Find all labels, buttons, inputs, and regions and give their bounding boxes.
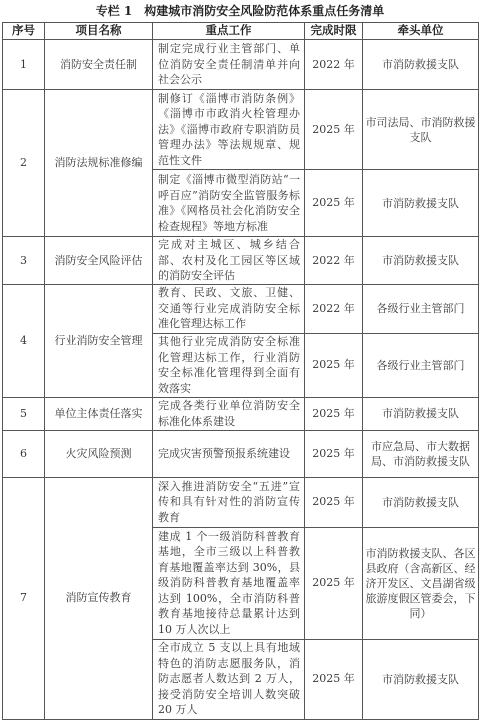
task-deadline: 2025 年 xyxy=(305,397,363,430)
task-deadline: 2025 年 xyxy=(305,527,363,639)
task-text: 制修订《淄博市消防条例》《淄博市市政消火栓管理办法》《淄博市政府专职消防员管理办法》等法规规章、规范性文件 xyxy=(153,90,305,170)
task-text: 完成对主城区、城乡结合部、农村及化工园区等区域的消防安全评估 xyxy=(153,237,305,285)
task-lead: 市消防救援支队 xyxy=(363,397,479,430)
table-row xyxy=(3,237,479,285)
row-no: 1 xyxy=(3,40,45,90)
task-lead: 市应急局、市大数据局、市消防救援支队 xyxy=(363,430,479,477)
row-name: 消防法规标准修编 xyxy=(45,90,153,237)
task-text: 制定《淄博市微型消防站“一呼百应”消防安全监管服务标准》《网格员社会化消防安全检查规程》等地方标准 xyxy=(153,170,305,237)
task-lead: 各级行业主管部门 xyxy=(363,333,479,397)
task-text: 教育、民政、文旅、卫健、交通等行业完成消防安全标准化管理达标工作 xyxy=(153,284,305,333)
table-row xyxy=(3,397,479,430)
row-no: 4 xyxy=(3,284,45,397)
task-deadline: 2025 年 xyxy=(305,333,363,397)
table-row xyxy=(3,430,479,477)
row-name: 行业消防安全管理 xyxy=(45,284,153,397)
row-name: 单位主体责任落实 xyxy=(45,397,153,430)
task-text: 建成 1 个一级消防科普教育基地，全市三级以上科普教育基地覆盖率达到 30%，县级消防科普教育基地覆盖率达到 100%，全市消防科普教育基地接待总量累计达到 10 万人次以上 xyxy=(153,527,305,639)
header-lead: 牵头单位 xyxy=(363,23,479,40)
header-name: 项目名称 xyxy=(45,23,153,40)
task-lead: 各级行业主管部门 xyxy=(363,284,479,333)
header-no: 序号 xyxy=(3,23,45,40)
task-text: 完成各类行业单位消防安全标准化体系建设 xyxy=(153,397,305,430)
task-lead: 市消防救援支队 xyxy=(363,237,479,285)
row-name: 消防安全责任制 xyxy=(45,40,153,90)
task-text: 深入推进消防安全“五进”宣传和具有针对性的消防宣传教育 xyxy=(153,477,305,527)
table-row xyxy=(3,90,479,170)
row-no: 3 xyxy=(3,237,45,285)
table-row xyxy=(3,284,479,333)
header-deadline: 完成时限 xyxy=(305,23,363,40)
row-no: 7 xyxy=(3,477,45,719)
task-deadline: 2025 年 xyxy=(305,90,363,170)
task-lead: 市消防救援支队 xyxy=(363,40,479,90)
task-lead: 市消防救援支队 xyxy=(363,639,479,719)
row-name: 消防宣传教育 xyxy=(45,477,153,719)
task-deadline: 2022 年 xyxy=(305,284,363,333)
task-lead: 市消防救援支队 xyxy=(363,170,479,237)
header-row xyxy=(3,23,479,40)
task-deadline: 2025 年 xyxy=(305,639,363,719)
task-deadline: 2025 年 xyxy=(305,170,363,237)
task-lead: 市消防救援支队 xyxy=(363,477,479,527)
header-task: 重点工作 xyxy=(153,23,305,40)
task-deadline: 2025 年 xyxy=(305,477,363,527)
task-text: 完成灾害预警预报系统建设 xyxy=(153,430,305,477)
task-lead: 市司法局、市消防救援支队 xyxy=(363,90,479,170)
task-deadline: 2025 年 xyxy=(305,430,363,477)
table-caption: 专栏 1 构建城市消防安全风险防范体系重点任务清单 xyxy=(95,4,385,18)
task-deadline: 2022 年 xyxy=(305,40,363,90)
task-table xyxy=(2,22,479,720)
row-no: 5 xyxy=(3,397,45,430)
row-no: 6 xyxy=(3,430,45,477)
row-name: 消防安全风险评估 xyxy=(45,237,153,285)
row-name: 火灾风险预测 xyxy=(45,430,153,477)
row-no: 2 xyxy=(3,90,45,237)
task-text: 制定完成行业主管部门、单位消防安全责任制清单并向社会公示 xyxy=(153,40,305,90)
table-row xyxy=(3,40,479,90)
table-row xyxy=(3,477,479,527)
task-lead: 市消防救援支队、各区县政府（含高新区、经济开发区、文昌湖省级旅游度假区管委会，下同） xyxy=(363,527,479,639)
task-deadline: 2022 年 xyxy=(305,237,363,285)
task-text: 其他行业完成消防安全标准化管理达标工作，行业消防安全标准化管理得到全面有效落实 xyxy=(153,333,305,397)
task-text: 全市成立 5 支以上具有地域特色的消防志愿服务队，消防志愿者人数达到 2 万人，接受消防安全培训人数突破 20 万人 xyxy=(153,639,305,719)
